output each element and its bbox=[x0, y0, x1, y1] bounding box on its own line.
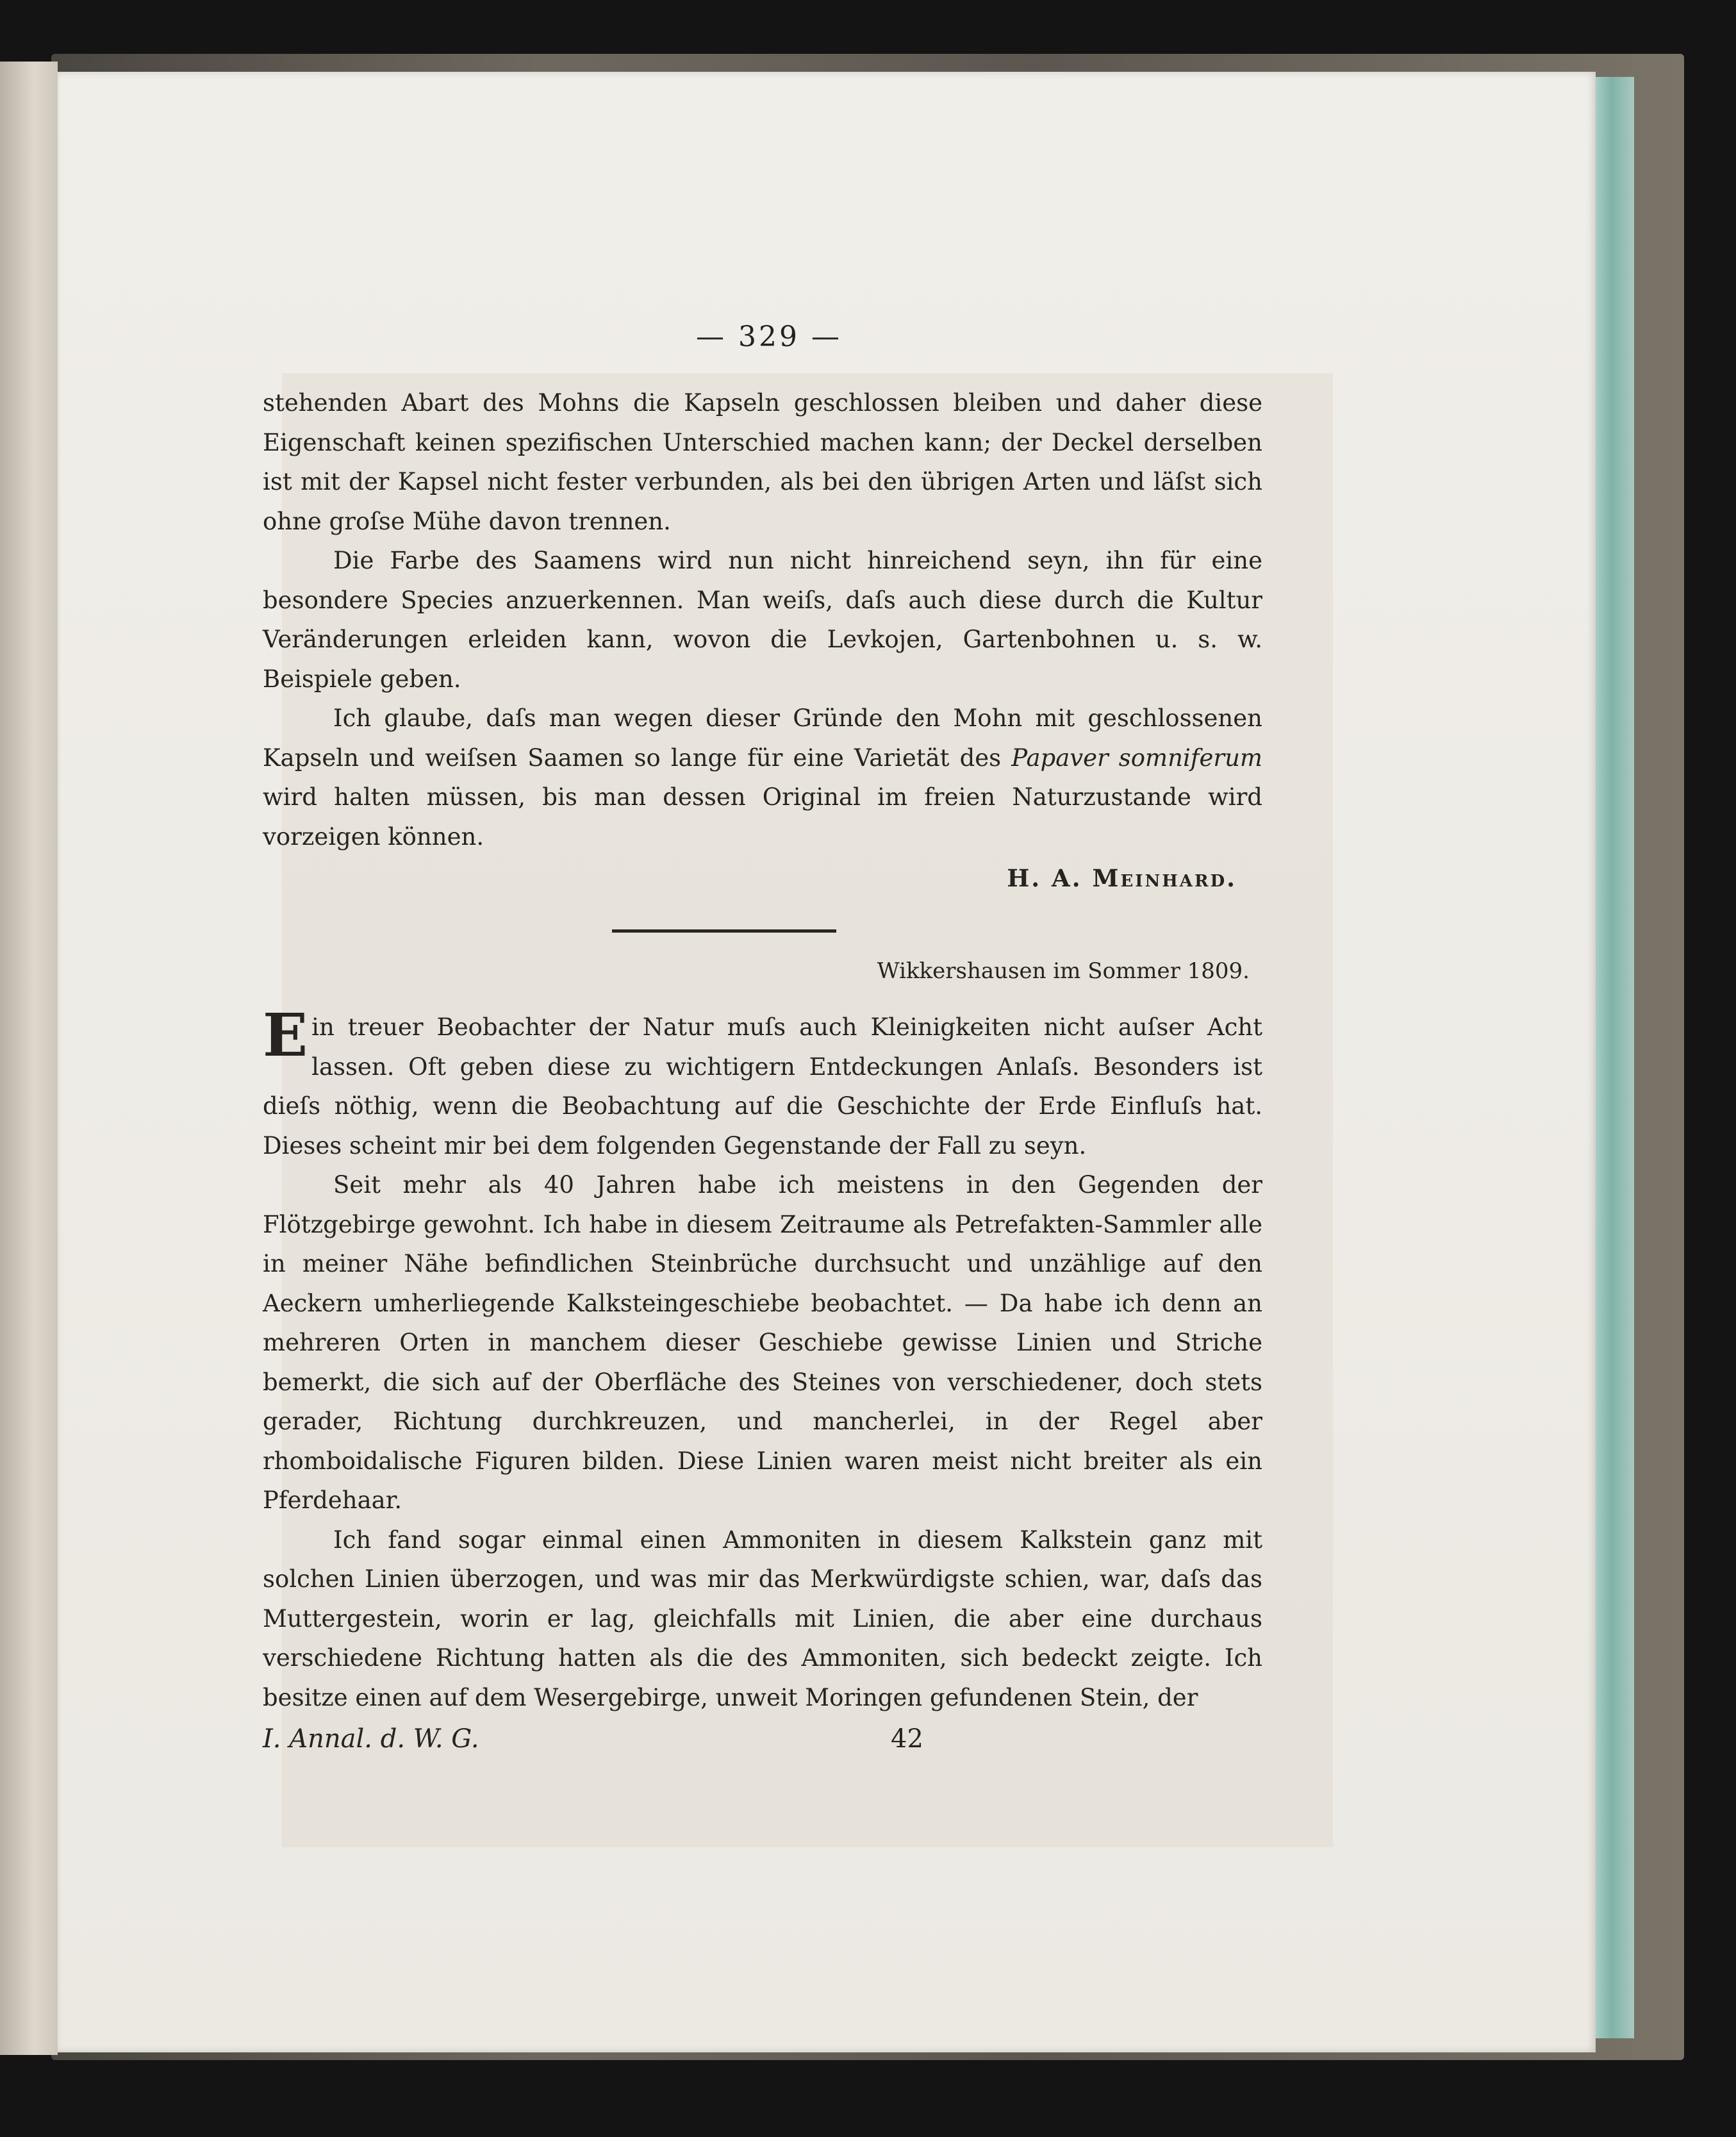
signature-mark: I. Annal. d. W. G. bbox=[263, 1724, 479, 1754]
section-divider bbox=[612, 929, 836, 933]
species-name: Papaver somniferum bbox=[1011, 744, 1262, 772]
page-body bbox=[263, 383, 1262, 1758]
page-edges bbox=[1589, 77, 1634, 2038]
paragraph-2: Die Farbe des Saamens wird nun nicht hinreichend seyn, ihn für eine besondere Species anzuerkennen. Man weiſs, daſs auch diese durch die Kultur Veränderungen erleiden kann, wovon die Levkojen, Gartenbohnen u. s. w. Beispiele geben. bbox=[263, 547, 1262, 693]
page-footer bbox=[263, 1720, 1262, 1758]
left-page-edge bbox=[0, 62, 58, 2055]
paragraph-3-after: wird halten müssen, bis man dessen Original im freien Naturzustande wird vorzeigen können. bbox=[263, 783, 1262, 851]
article-2-paragraph-3: Ich fand sogar einmal einen Ammoniten in diesem Kalkstein ganz mit solchen Linien überzogen, und was mir das Merkwürdigste schien, war, daſs das Muttergestein, worin er lag, gleichfalls mit Linien, die aber eine durchaus verschiedene Richtung hatten als die des Ammoniten, sich bedeckt zeigte. Ich besitze einen auf dem Wesergebirge, unweit Moringen gefundenen Stein, der bbox=[263, 1526, 1262, 1711]
paragraph-3 bbox=[263, 699, 1262, 856]
drop-cap: E bbox=[263, 1001, 308, 1070]
paragraph-3-before: Ich glaube, daſs man wegen dieser Gründe den Mohn mit geschlossenen Kapseln und weiſsen Saamen so lange für eine Varietät des bbox=[263, 704, 1262, 772]
sheet-number: 42 bbox=[891, 1724, 923, 1754]
article-2-paragraph-2: Seit mehr als 40 Jahren habe ich meistens in den Gegenden der Flötzgebirge gewohnt. Ich habe in diesem Zeitraume als Petrefakten-Sammler alle in meiner Nähe befindlichen Steinbrüche durchsucht und unzählige auf den Aeckern umherliegende Kalksteingeschiebe beobachtet. — Da habe ich denn an mehreren Orten in manchem dieser Geschiebe gewisse Linien und Striche bemerkt, die sich auf der Oberfläche des Steines von verschiedener, doch stets gerader, Richtung durchkreuzen, und mancherlei, in der Regel aber rhomboidalische Figuren bilden. Diese Linien waren meist nicht breiter als ein Pferdehaar. bbox=[263, 1171, 1262, 1514]
author-signature: H. A. Meinhard. bbox=[1007, 864, 1237, 892]
page-number: — 329 — bbox=[696, 320, 842, 353]
article-2-paragraph-1 bbox=[263, 1001, 1262, 1165]
article-2-paragraph-1-text: in treuer Beobachter der Natur muſs auch Kleinigkeiten nicht auſser Acht lassen. Oft geben diese zu wichtigern Entdeckungen Anlaſs. Besonders ist dieſs nöthig, wenn die Beobachtung auf die Geschichte der Erde Einfluſs hat. Dieses scheint mir bei dem folgenden Gegenstande der Fall zu seyn. bbox=[263, 1013, 1262, 1160]
dateline: Wikkershausen im Sommer 1809. bbox=[877, 958, 1250, 984]
paragraph-1: stehenden Abart des Mohns die Kapseln geschlossen bleiben und daher diese Eigenschaft keinen spezifischen Unterschied machen kann; der Deckel derselben ist mit der Kapsel nicht fester verbunden, als bei den übrigen Arten und läſst sich ohne groſse Mühe davon trennen. bbox=[263, 389, 1262, 535]
